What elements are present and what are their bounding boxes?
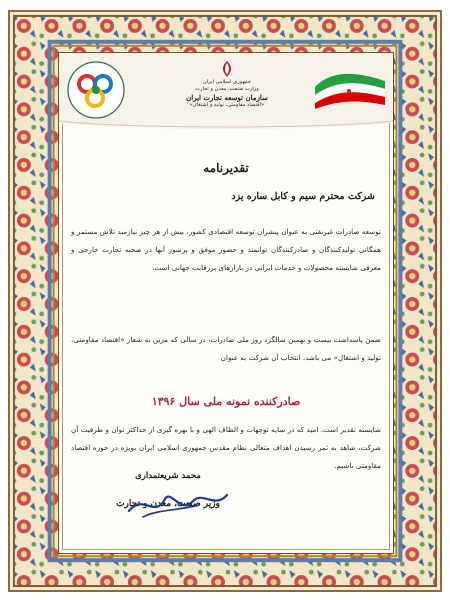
iran-emblem-icon [217, 59, 237, 79]
certificate-title: تقدیرنامه [203, 161, 249, 175]
recipient-name: شرکت محترم سیم و کابل ساره یزد [231, 191, 375, 202]
paragraph-3: شایسته تقدیر است. امید که در سایه توجهات و الطاف الهی و با بهره گیری از حداکثر توان و ظرفیت آن شرکت، شاهد به ثمر رسیدن اهداف متعالی نظام مقدس جمهوری اسلامی ایران بویژه در حوزه اقتصاد مقاومتی باشیم. [71, 425, 381, 470]
country-name: جمهوری اسلامی ایران [202, 79, 252, 85]
header-block [171, 59, 283, 109]
paragraph-1: توسعه صادرات غیرنفتی به عنوان پیشران توسعه اقتصادی کشور، بیش از هر چیز نیازمند تلاش مستمر و همگانی تولیدکنندگان و صادرکنندگان توانمند و حضور موفق و پرشور آنها در صحنه تجارت خارجی و معرفی شایسته محصولات و خدمات ایرانی در بازارهای پررقابت جهانی است. [71, 227, 381, 272]
slogan: «اقتصاد مقاومتی، تولید و اشتغال» [189, 102, 265, 108]
certificate-paper [58, 52, 394, 554]
organization-name: سازمان توسعه تجارت ایران [186, 93, 268, 102]
signatory-title: وزیر صنعت، معدن و تجارت [116, 499, 220, 509]
paragraph-2: ضمن پاسداشت بیست و نهمین سالگرد روز ملی صادرات، در سالی که مزین به شعار «اقتصاد مقاومتی، تولید و اشتغال» می باشد، انتخاب آن شرکت به عنوان [71, 335, 381, 362]
honor-title: صادرکننده نمونه ملی سال ۱۳۹۶ [151, 395, 301, 408]
ministry-name: وزارت صنعت، معدن و تجارت [195, 86, 259, 92]
signatory-name: محمد شریعتمداری [135, 471, 201, 481]
iran-flag-icon [311, 61, 389, 111]
signature-icon [123, 481, 233, 527]
trade-promotion-organization-logo-icon [65, 59, 127, 121]
certificate [8, 10, 442, 592]
